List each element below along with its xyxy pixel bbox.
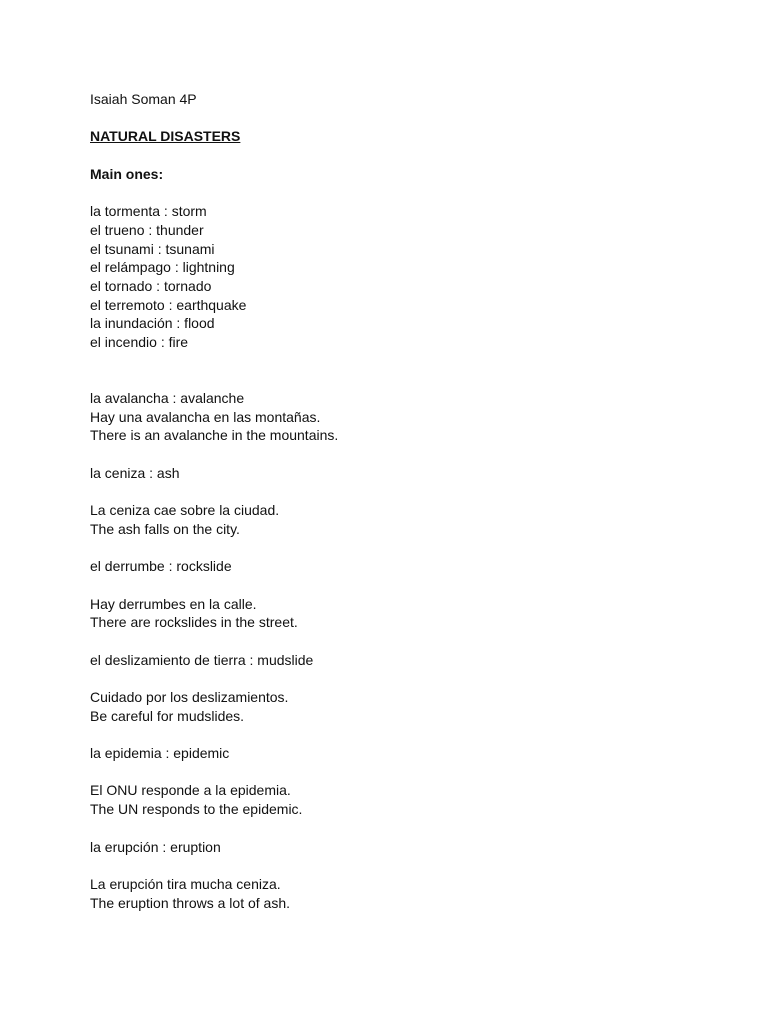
author-line: Isaiah Soman 4P [90, 91, 197, 107]
vocab-entry [90, 838, 710, 913]
spacer [90, 819, 710, 838]
spacer [90, 370, 710, 389]
spacer [90, 183, 710, 202]
spacer [90, 856, 710, 875]
spacer [90, 445, 710, 464]
main-vocab-list [90, 202, 710, 352]
vocab-item: el terremoto : earthquake [90, 296, 247, 313]
entry-term: la avalancha : avalanche [90, 390, 245, 406]
entry-english-sentence: The UN responds to the epidemic. [90, 801, 303, 818]
entry-english-sentence: The ash falls on the city. [90, 520, 240, 537]
document-page [90, 90, 710, 912]
entry-english-sentence: There is an avalanche in the mountains. [90, 427, 339, 444]
vocab-item: el incendio : fire [90, 333, 189, 350]
entry-spanish-sentence: Cuidado por los deslizamientos. [90, 689, 289, 705]
vocab-item: la tormenta : storm [90, 203, 207, 220]
spacer [90, 146, 710, 165]
vocab-entry [90, 744, 710, 819]
entry-spanish-sentence: El ONU responde a la epidemia. [90, 782, 291, 799]
document-title: NATURAL DISASTERS [90, 128, 241, 145]
spacer [90, 539, 710, 558]
spacer [90, 576, 710, 595]
entry-term: la epidemia : epidemic [90, 745, 230, 762]
vocab-entry [90, 464, 710, 539]
vocab-item: el tornado : tornado [90, 277, 212, 294]
spacer [90, 109, 710, 128]
entry-spanish-sentence: La erupción tira mucha ceniza. [90, 875, 281, 892]
entry-spanish-sentence: La ceniza cae sobre la ciudad. [90, 502, 280, 519]
vocab-item: el trueno : thunder [90, 221, 204, 238]
vocab-entry [90, 557, 710, 632]
entry-term: la ceniza : ash [90, 464, 180, 481]
spacer [90, 632, 710, 651]
spacer [90, 482, 710, 501]
entry-spanish-sentence: Hay derrumbes en la calle. [90, 595, 257, 612]
section-heading: Main ones: [90, 165, 164, 182]
entry-english-sentence: There are rockslides in the street. [90, 614, 298, 631]
entry-term: la erupción : eruption [90, 838, 221, 855]
entry-english-sentence: Be careful for mudslides. [90, 707, 245, 724]
vocab-item: el tsunami : tsunami [90, 240, 215, 257]
entry-term: el deslizamiento de tierra : mudslide [90, 651, 314, 668]
spacer [90, 669, 710, 688]
vocab-item: el relámpago : lightning [90, 259, 235, 276]
entry-spanish-sentence: Hay una avalancha en las montañas. [90, 408, 321, 425]
spacer [90, 352, 710, 371]
vocab-entry [90, 651, 710, 726]
entry-english-sentence: The eruption throws a lot of ash. [90, 894, 290, 911]
entry-term: el derrumbe : rockslide [90, 558, 232, 575]
vocab-item: la inundación : flood [90, 315, 215, 332]
spacer [90, 725, 710, 744]
vocab-entry [90, 389, 710, 445]
spacer [90, 763, 710, 782]
